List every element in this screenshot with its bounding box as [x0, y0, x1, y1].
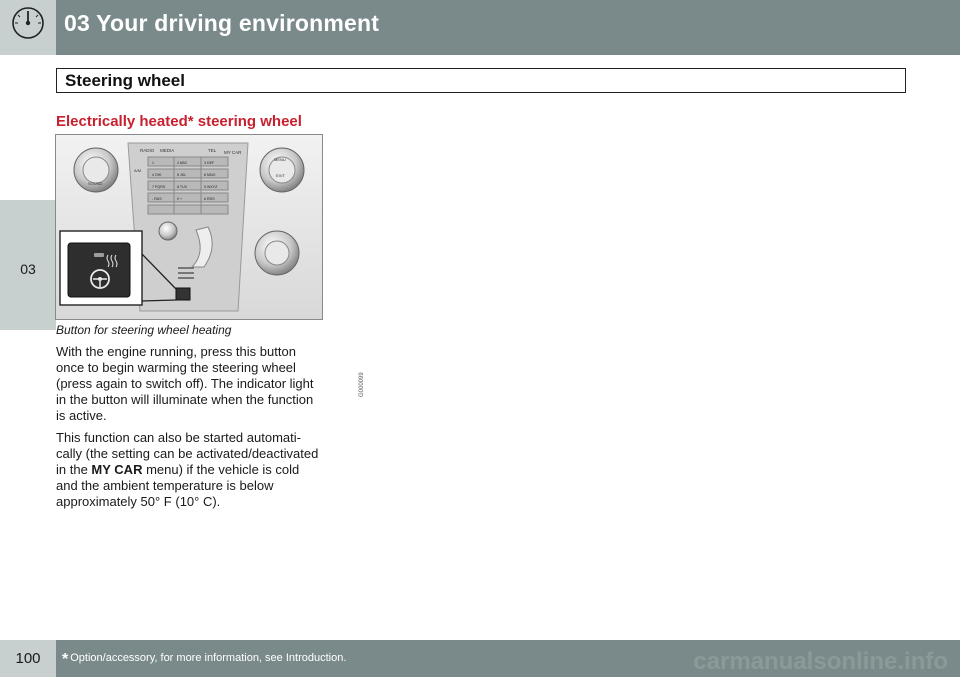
keypad-key: 2 ABC [177, 161, 188, 165]
keypad-key: 8 TUV [177, 185, 188, 189]
keypad-key: 1 [152, 161, 154, 165]
paragraph-2 [56, 430, 324, 510]
keypad-key: # RDS [204, 197, 215, 201]
footnote-text: Option/accessory, for more information, see Introduction. [70, 652, 347, 664]
keypad-key: 9 WXYZ [204, 185, 218, 189]
keypad-key: 5 JKL [177, 173, 187, 177]
center-console-illustration [56, 135, 322, 319]
section-title-box [56, 68, 906, 93]
keypad-key: 0 + [177, 197, 183, 201]
panel-label-my-car: MY CAR [224, 150, 242, 155]
panel-label-menu: MENU [274, 157, 286, 162]
footnote [62, 651, 346, 669]
paragraph-1: With the engine running, press this button once to begin warming the steering wheel (press again to switch off). The indicator light in the button will illuminate when the function is active. [56, 344, 314, 423]
keypad-key: 3 DEF [204, 161, 215, 165]
figure-code: G000099 [359, 372, 365, 397]
paragraph-2-text: This function can also be started automati-cally (the setting can be activated/deactivated in the [56, 430, 319, 477]
page-number-box [0, 640, 56, 677]
keypad-key: 7 PQRS [152, 185, 166, 189]
article-heading: Electrically heated* steering wheel [56, 113, 302, 130]
page-number: 100 [15, 650, 41, 667]
paragraph-2-text-end: menu) if the vehicle is cold and the ambient temperature is below approximately 50° F (10° C). [56, 462, 300, 509]
keypad-key: 4 GHI [152, 173, 162, 177]
panel-label-media: MEDIA [160, 148, 175, 153]
gauge-icon [10, 5, 46, 41]
figure-caption: Button for steering wheel heating [56, 323, 232, 337]
chapter-number: 03 [20, 261, 36, 277]
section-title: Steering wheel [65, 71, 185, 90]
keypad-key: - RAS [152, 197, 162, 201]
menu-name-bold: MY CAR [91, 462, 143, 477]
chapter-title: 03 Your driving environment [64, 10, 380, 36]
panel-label-sound: SOUND [88, 181, 103, 186]
chapter-sidebar [0, 55, 56, 640]
panel-label-tel: TEL [208, 148, 217, 153]
panel-label-radio: RADIO [140, 148, 155, 153]
keypad-key: 6 MNO [204, 173, 216, 177]
chapter-header [0, 0, 960, 55]
panel-label-exit: EXIT [276, 173, 285, 178]
panel-label-am-fm: A/M [134, 168, 142, 173]
watermark: carmanualsonline.info [693, 648, 948, 675]
chapter-icon-box [0, 0, 56, 55]
footnote-star: * [62, 651, 69, 668]
